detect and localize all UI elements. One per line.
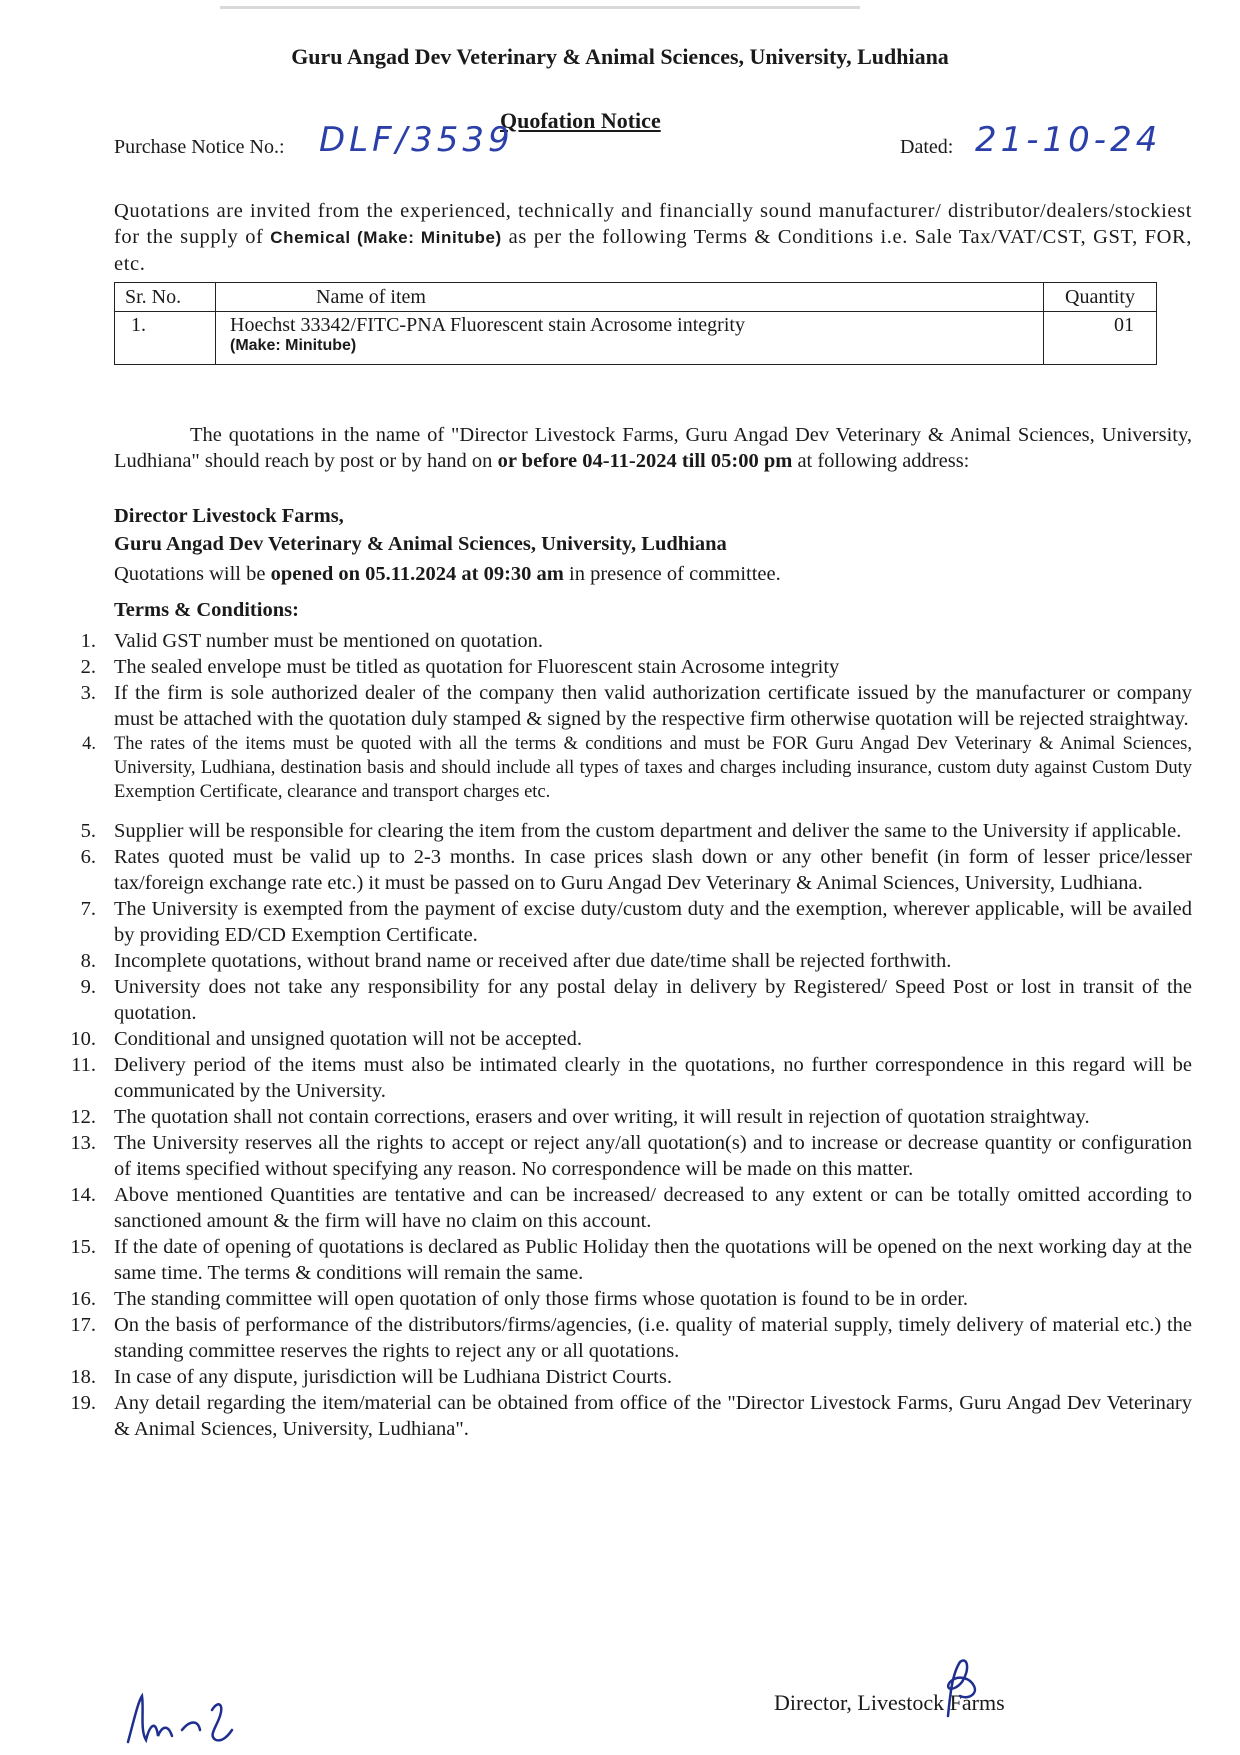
term-text: The quotation shall not contain corrections, erasers and over writing, it will result in rejection of quotation straightway. [114,1106,1090,1128]
term-number: 6. [80,846,96,868]
term-text: Supplier will be responsible for clearing the item from the custom department and deliver the same to the University if applicable. [114,820,1182,842]
list-item [56,1104,1192,1130]
purchase-notice-label: Purchase Notice No.: [114,136,285,158]
initials-scribble-icon [120,1690,250,1750]
header-item-name: Name of item [216,283,1044,312]
term-text: Above mentioned Quantities are tentative and can be increased/ decreased to any extent or can be totally omitted according to sanctioned amount & the firm will have no claim on this account. [114,1184,1192,1232]
term-text: On the basis of performance of the distributors/firms/agencies, (i.e. quality of material supply, timely delivery of material etc.) the standing committee reserves the rights to reject any or all quotations. [114,1314,1192,1362]
list-item [56,818,1192,844]
intro-paragraph [114,198,1192,277]
term-text: Conditional and unsigned quotation will not be accepted. [114,1028,582,1050]
cell-sr: 1. [115,312,216,365]
header-sr-no: Sr. No. [115,283,216,312]
list-item [56,1234,1192,1286]
opening-text-2: in presence of committee. [563,563,781,585]
list-item [56,844,1192,896]
scan-artifact [220,6,860,9]
list-item [56,896,1192,948]
term-number: 17. [70,1314,96,1336]
notice-title: Quofation Notice [500,108,661,133]
term-text: If the date of opening of quotations is declared as Public Holiday then the quotations will be opened on the next working day at the same time. The terms & conditions will remain the same. [114,1236,1192,1284]
list-item [56,680,1192,732]
dated-value: 21-10-24 [975,120,1162,160]
term-number: 1. [80,630,96,652]
signature-scribble-icon [934,1656,984,1720]
item-make: (Make: Minitube) [230,337,357,354]
intro-text-2: as per the following Terms & Conditions i.e. Sale Tax/VAT/CST, GST, FOR, etc. [114,226,1192,275]
submission-text-2: at following address: [792,450,970,472]
term-text: Valid GST number must be mentioned on quotation. [114,630,543,652]
term-text: Incomplete quotations, without brand name or received after due date/time shall be rejected forthwith. [114,950,952,972]
term-text: The University reserves all the rights to accept or reject any/all quotation(s) and to increase or decrease quantity or configuration of items specified without specifying any reason. No correspondence will be made on this matter. [114,1132,1192,1180]
list-item [56,1182,1192,1234]
list-item [56,1026,1192,1052]
term-text: Rates quoted must be valid up to 2-3 months. In case prices slash down or any other benefit (in form of lesser price/lesser tax/foreign exchange rate etc.) it must be passed on to Guru Angad Dev Veterinary & Animal Sciences, University, Ludhiana. [114,846,1192,894]
term-text: University does not take any responsibility for any postal delay in delivery by Registered/ Speed Post or lost in transit of the quotation. [114,976,1192,1024]
opening-datetime: opened on 05.11.2024 at 09:30 am [270,563,564,585]
term-number: 7. [80,898,96,920]
director-signature [774,1690,1005,1716]
term-number: 16. [70,1288,96,1310]
term-number: 4. [82,734,96,754]
list-item [56,628,1192,654]
term-number: 13. [70,1132,96,1154]
term-number: 18. [70,1366,96,1388]
items-table [114,282,1157,365]
dated-label: Dated: [900,136,954,158]
list-item [56,974,1192,1026]
header-quantity: Quantity [1044,283,1157,312]
address-line-2: Guru Angad Dev Veterinary & Animal Sciences, University, Ludhiana [114,533,727,555]
term-number: 10. [70,1028,96,1050]
term-text: Any detail regarding the item/material can be obtained from office of the "Director Livestock Farms, Guru Angad Dev Veterinary & Animal Sciences, University, Ludhiana". [114,1392,1192,1440]
term-number: 3. [80,682,96,704]
term-number: 2. [80,656,96,678]
term-number: 14. [70,1184,96,1206]
terms-list [56,628,1192,1442]
dated-row [900,120,1162,160]
list-item [56,1130,1192,1182]
term-number: 19. [70,1392,96,1414]
term-number: 11. [71,1054,96,1076]
term-number: 12. [70,1106,96,1128]
opening-line [114,560,781,588]
submission-paragraph [114,422,1192,474]
cell-item [216,312,1044,365]
list-item [56,1052,1192,1104]
list-item [56,1286,1192,1312]
table-row [115,312,1157,365]
cell-quantity: 01 [1044,312,1157,365]
purchase-notice-row [114,120,514,160]
submission-text-1: The quotations in the name of "Director Livestock Farms, Guru Angad Dev Veterinary & Animal Sciences, University, Ludhiana" should reach by post or by hand on [114,424,1192,472]
director-designation: Director, Livestock Farms [774,1690,1005,1715]
term-text: The University is exempted from the payment of excise duty/custom duty and the exemption, wherever applicable, will be availed by providing ED/CD Exemption Certificate. [114,898,1192,946]
term-text: Delivery period of the items must also be intimated clearly in the quotations, no further correspondence in this regard will be communicated by the University. [114,1054,1192,1102]
intro-text-1: Quotations are invited from the experienced, technically and financially sound manufacturer/ distributor/dealers/stockiest for the supply of [114,200,1192,248]
handwritten-initials [120,1690,250,1755]
submission-deadline: or before 04-11-2024 till 05:00 pm [497,450,793,472]
intro-item-type: Chemical (Make: Minitube) [270,228,502,247]
term-text: The standing committee will open quotation of only those firms whose quotation is found to be in order. [114,1288,969,1310]
table-header-row [115,283,1157,312]
address-line-1: Director Livestock Farms, [114,505,344,527]
opening-text-1: Quotations will be [114,563,271,585]
term-number: 8. [80,950,96,972]
list-item [56,732,1192,804]
list-item [56,1364,1192,1390]
list-item [56,948,1192,974]
term-number: 15. [70,1236,96,1258]
term-text: In case of any dispute, jurisdiction will be Ludhiana District Courts. [114,1366,672,1388]
term-text: The sealed envelope must be titled as quotation for Fluorescent stain Acrosome integrity [114,656,840,678]
list-item [56,1390,1192,1442]
terms-heading: Terms & Conditions: [114,599,299,621]
term-text: The rates of the items must be quoted with all the terms & conditions and must be FOR Guru Angad Dev Veterinary & Animal Sciences, University, Ludhiana, destination basis and should include all types of taxes and charges including insurance, custom duty against Custom Duty Exemption Certificate, clearance and transport charges etc. [114,734,1192,802]
term-number: 5. [80,820,96,842]
university-name: Guru Angad Dev Veterinary & Animal Sciences, University, Ludhiana [291,44,949,69]
list-item [56,1312,1192,1364]
purchase-notice-number: DLF/3539 [319,120,514,160]
term-text: If the firm is sole authorized dealer of the company then valid authorization certificate issued by the manufacturer or company must be attached with the quotation duly stamped & signed by the respective firm otherwise quotation will be rejected straightway. [114,682,1192,730]
list-item [56,654,1192,680]
term-number: 9. [80,976,96,998]
item-name: Hoechst 33342/FITC-PNA Fluorescent stain Acrosome integrity [230,314,745,336]
